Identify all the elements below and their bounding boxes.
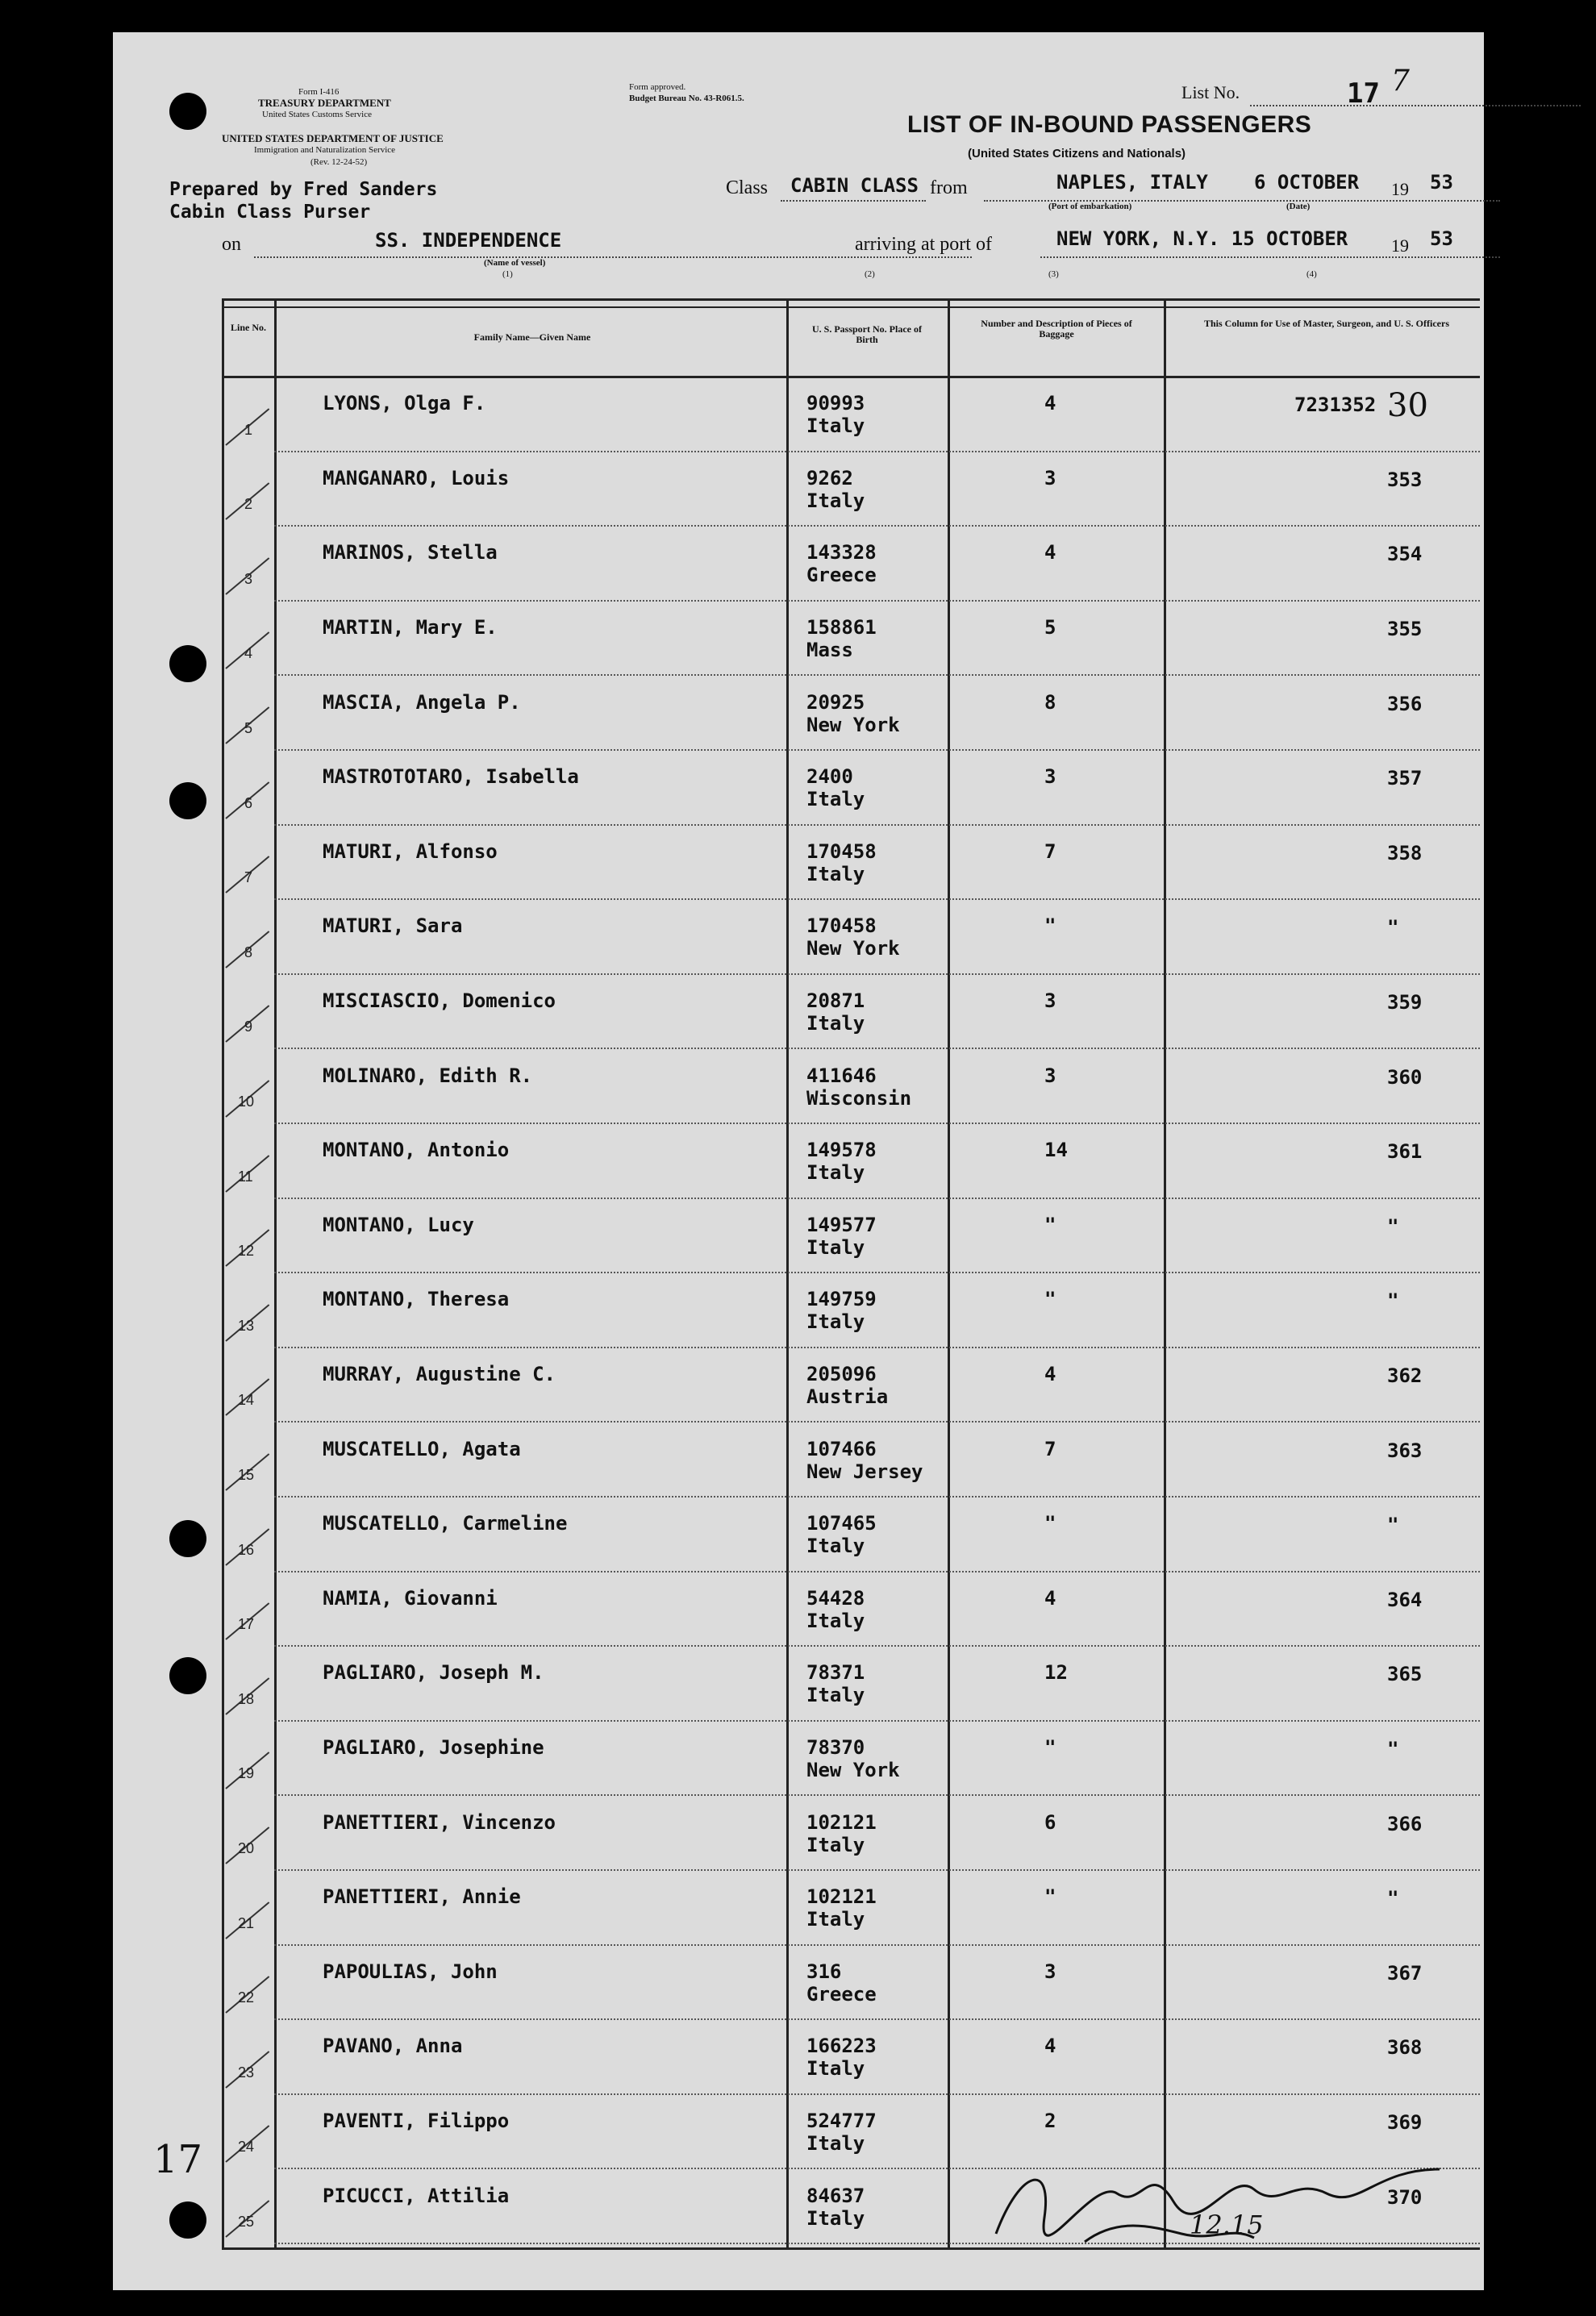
page-title: LIST OF IN-BOUND PASSENGERS [907,111,1312,138]
table-row [222,603,1480,678]
arrival-port-date: NEW YORK, N.Y. 15 OCTOBER [1056,227,1348,250]
passenger-name: MASTROTOTARO, Isabella [323,765,579,789]
row-number: 10 [238,1093,255,1110]
embarkation-port: NAPLES, ITALY [1056,171,1208,194]
officer-number: 360 [1387,1065,1423,1089]
margin-note: 17 [153,2137,203,2182]
officer-number: 364 [1387,1588,1423,1611]
birth-place: Austria [806,1385,889,1409]
baggage-count: " [1044,1736,1056,1760]
baggage-count: 4 [1044,1363,1056,1386]
row-number: 2 [244,496,253,513]
birth-place: Mass [806,639,853,662]
baggage-count: 8 [1044,690,1056,714]
table-row [222,1499,1480,1574]
birth-place: Italy [806,1235,865,1259]
header-bottom-border [222,376,1480,378]
row-divider [274,1869,1480,1871]
passenger-name: PANETTIERI, Vincenzo [323,1810,556,1834]
table-row [222,1424,1480,1499]
table-top-border [222,298,1480,301]
class-line [781,200,926,202]
row-number: 17 [238,1616,255,1633]
col-num-2: (2) [865,269,875,279]
passport-number: 20871 [806,989,865,1013]
passenger-name: MATURI, Alfonso [323,839,498,863]
officer-number: 356 [1387,692,1423,715]
officer-number: 354 [1387,543,1423,566]
table-row [222,902,1480,977]
row-number: 16 [238,1541,255,1558]
row-divider [274,525,1480,527]
birth-place: Italy [806,2206,865,2230]
col-num-1: (1) [502,269,513,279]
form-revision: (Rev. 12-24-52) [310,157,368,167]
passport-number: 143328 [806,541,877,564]
row-number: 8 [244,943,253,960]
officer-number: " [1387,916,1399,939]
list-no-value: 17 [1347,77,1380,110]
passenger-name: MARINOS, Stella [323,541,498,564]
passenger-name: MASCIA, Angela P. [323,690,521,714]
passenger-name: PAVANO, Anna [323,2035,463,2058]
passenger-name: PAGLIARO, Joseph M. [323,1661,544,1685]
vessel-line [254,256,972,258]
officer-number: 365 [1387,1663,1423,1686]
baggage-count: 4 [1044,541,1056,564]
birth-place: Greece [806,1982,877,2006]
passport-number: 524777 [806,2110,877,2133]
embarkation-date: 6 OCTOBER [1254,171,1360,194]
baggage-count: 3 [1044,466,1056,489]
passenger-name: MURRAY, Augustine C. [323,1363,556,1386]
row-number: 24 [238,2139,255,2156]
birth-place: Italy [806,1684,865,1707]
birth-place: Italy [806,1908,865,1931]
officer-number: 353 [1387,468,1423,491]
birth-place: Italy [806,1310,865,1334]
row-divider [274,1645,1480,1647]
arriving-label: arriving at port of [855,234,992,255]
row-number: 14 [238,1392,255,1409]
passenger-name: LYONS, Olga F. [323,392,486,415]
table-row [222,1947,1480,2022]
baggage-count: 12 [1044,1661,1068,1685]
baggage-count: 3 [1044,1960,1056,1983]
customs-service: United States Customs Service [262,110,372,119]
row-divider [274,1794,1480,1796]
punch-hole [169,2201,206,2239]
treasury-dept: TREASURY DEPARTMENT [258,97,391,109]
page-subtitle: (United States Citizens and Nationals) [968,147,1186,160]
row-divider [274,1198,1480,1199]
row-divider [274,1496,1480,1497]
baggage-count: 3 [1044,989,1056,1013]
row-number: 19 [238,1765,255,1782]
passport-number: 166223 [806,2035,877,2058]
birth-place: Italy [806,1012,865,1035]
passport-number: 316 [806,1960,842,1983]
birth-place: Italy [806,1161,865,1185]
birth-place: Italy [806,489,865,512]
row-divider [274,1347,1480,1348]
punch-hole [169,1520,206,1557]
document-page [113,32,1484,2290]
officer-number: 367 [1387,1961,1423,1985]
baggage-count: 4 [1044,1586,1056,1610]
birth-place: Italy [806,2132,865,2156]
officer-number: 370 [1387,2185,1423,2209]
baggage-count: " [1044,1512,1056,1535]
officer-number: 357 [1387,767,1423,790]
row-divider [274,1944,1480,1946]
birth-place: Italy [806,788,865,811]
row-number: 13 [238,1317,255,1334]
baggage-count: 2 [1044,2110,1056,2133]
list-no-label: List No. [1181,82,1240,102]
passport-number: 54428 [806,1586,865,1610]
passport-number: 9262 [806,466,853,489]
birth-place: New York [806,713,900,736]
row-divider [274,824,1480,826]
table-row [222,827,1480,902]
passport-number: 149759 [806,1288,877,1311]
birth-place: Italy [806,862,865,885]
row-divider [274,1720,1480,1722]
table-row [222,1275,1480,1350]
passenger-name: PAGLIARO, Josephine [323,1736,544,1760]
passenger-name: MONTANO, Lucy [323,1213,474,1236]
row-divider [274,2018,1480,2020]
baggage-count: 7 [1044,839,1056,863]
passport-number: 102121 [806,1885,877,1909]
table-row [222,1051,1480,1126]
passenger-name: NAMIA, Giovanni [323,1586,498,1610]
list-no-handwritten: 7 [1391,65,1410,98]
row-number: 5 [244,719,253,736]
officer-number: 355 [1387,618,1423,641]
form-number: Form I-416 [298,87,340,97]
row-divider [274,1123,1480,1124]
list-no-line [1250,105,1581,106]
passenger-name: MATURI, Sara [323,914,463,938]
passport-number: 20925 [806,690,865,714]
row-number: 3 [244,570,253,587]
officer-number: " [1387,1738,1399,1761]
passenger-name: PAVENTI, Filippo [323,2110,510,2133]
baggage-count: " [1044,1288,1056,1311]
baggage-count: 14 [1044,1139,1068,1162]
class-label: Class [726,177,769,198]
passenger-name: MUSCATELLO, Agata [323,1437,521,1460]
passenger-name: MANGANARO, Louis [323,466,510,489]
baggage-count: 7 [1044,1437,1056,1460]
ins-title: Immigration and Naturalization Service [254,145,396,155]
row-number: 18 [238,1690,255,1707]
row-number: 9 [244,1018,253,1035]
row-divider [274,2093,1480,2095]
birth-place: New Jersey [806,1460,923,1483]
row-number: 7 [244,869,253,886]
on-label: on [222,234,241,255]
col-header-officers: This Column for Use of Master, Surgeon, and U. S. Officers [1203,318,1449,329]
birth-place: Wisconsin [806,1086,912,1110]
punch-hole [169,782,206,819]
doj-title: UNITED STATES DEPARTMENT OF JUSTICE [222,132,444,144]
passport-number: 158861 [806,616,877,639]
prepared-by: Prepared by Fred Sanders [169,179,438,200]
officer-number: 362 [1387,1364,1423,1388]
row-divider [274,674,1480,676]
prepared-title: Cabin Class Purser [169,202,371,223]
passenger-name: PAPOULIAS, John [323,1960,498,1983]
year1-prefix: 19 [1391,179,1409,199]
date-note: (Date) [1286,202,1311,211]
row-number: 4 [244,645,253,662]
officer-number: 359 [1387,991,1423,1014]
passport-number: 84637 [806,2184,865,2207]
officer-number: " [1387,1289,1399,1313]
baggage-count: " [1044,1213,1056,1236]
passenger-name: MARTIN, Mary E. [323,616,498,639]
col-num-4: (4) [1306,269,1317,279]
vessel-note: (Name of vessel) [484,258,546,268]
table-row [222,1797,1480,1872]
passport-number: 78371 [806,1661,865,1685]
passport-number: 107466 [806,1437,877,1460]
row-divider [274,1048,1480,1049]
birth-place: New York [806,937,900,960]
baggage-count: " [1044,914,1056,938]
table-row [222,977,1480,1052]
passenger-name: MISCIASCIO, Domenico [323,989,556,1013]
row-number: 25 [238,2213,255,2230]
row-divider [274,1421,1480,1423]
row1-handwritten-note: 30 [1387,387,1428,424]
signature-date: 12.15 [1190,2210,1264,2240]
year2-value: 53 [1430,227,1453,250]
baggage-count: 3 [1044,765,1056,789]
birth-place: Italy [806,2057,865,2081]
table-top-border-inner [222,306,1480,308]
col-header-name: Family Name—Given Name [473,331,591,343]
class-value: CABIN CLASS [790,174,919,197]
row-number: 15 [238,1466,255,1483]
table-row [222,752,1480,827]
passport-number: 102121 [806,1810,877,1834]
passenger-name: MOLINARO, Edith R. [323,1064,533,1087]
officer-number: 7231352 [1294,394,1377,417]
passport-number: 78370 [806,1736,865,1760]
baggage-count: 4 [1044,2035,1056,2058]
table-row [222,2022,1480,2097]
year2-prefix: 19 [1391,235,1409,256]
passport-number: 205096 [806,1363,877,1386]
passport-number: 170458 [806,914,877,938]
budget-bureau: Budget Bureau No. 43-R061.5. [629,94,744,103]
officer-number: " [1387,1514,1399,1537]
row-divider [274,898,1480,900]
passport-number: 411646 [806,1064,877,1087]
birth-place: Italy [806,1609,865,1632]
table-row [222,1574,1480,1649]
arrival-line [1040,256,1500,258]
officer-number: 363 [1387,1439,1423,1462]
passport-number: 149577 [806,1213,877,1236]
baggage-count: " [1044,1885,1056,1909]
row-number: 23 [238,2064,255,2081]
table-row [222,1872,1480,1947]
row-number: 12 [238,1243,255,1260]
row-divider [274,1272,1480,1273]
row-divider [274,600,1480,602]
passport-number: 107465 [806,1512,877,1535]
baggage-count: 6 [1044,1810,1056,1834]
port-note: (Port of embarkation) [1048,202,1132,211]
passenger-name: MUSCATELLO, Carmeline [323,1512,568,1535]
row-divider [274,451,1480,452]
passenger-table [222,298,1480,2250]
passport-number: 170458 [806,839,877,863]
row-number: 6 [244,794,253,811]
passport-number: 2400 [806,765,853,789]
passport-number: 90993 [806,392,865,415]
row-number: 22 [238,1989,255,2006]
officer-number: 358 [1387,841,1423,864]
table-row [222,1648,1480,1723]
row-divider [274,1571,1480,1572]
birth-place: Italy [806,1833,865,1856]
vessel-name: SS. INDEPENDENCE [375,229,562,252]
officer-number: 366 [1387,1812,1423,1835]
table-row [222,379,1480,454]
row-divider [274,973,1480,975]
passenger-name: PICUCCI, Attilia [323,2184,510,2207]
col-num-3: (3) [1048,269,1059,279]
form-approved: Form approved. [629,82,686,92]
birth-place: Italy [806,414,865,438]
baggage-count: 5 [1044,616,1056,639]
table-row [222,1350,1480,1425]
officer-number: " [1387,1214,1399,1238]
table-row [222,1126,1480,1201]
punch-hole [169,645,206,682]
table-row [222,454,1480,529]
col-header-baggage: Number and Description of Pieces of Baggage [981,318,1132,339]
birth-place: New York [806,1759,900,1782]
officer-number: 361 [1387,1140,1423,1164]
birth-place: Greece [806,564,877,587]
birth-place: Italy [806,1535,865,1558]
baggage-count: 3 [1044,1064,1056,1087]
punch-hole [169,93,206,130]
officer-number: 368 [1387,2036,1423,2060]
passport-number: 149578 [806,1139,877,1162]
passenger-name: MONTANO, Theresa [323,1288,510,1311]
row-divider [274,749,1480,751]
baggage-count: 4 [1044,392,1056,415]
col-header-line: Line No. [230,322,266,333]
table-row [222,677,1480,752]
row-number: 20 [238,1839,255,1856]
year1-value: 53 [1430,171,1453,194]
table-row [222,528,1480,603]
passenger-name: MONTANO, Antonio [323,1139,510,1162]
table-row [222,1723,1480,1798]
officer-number: " [1387,1887,1399,1910]
row-number: 21 [238,1914,255,1931]
row-number: 11 [238,1168,253,1185]
col-header-passport: U. S. Passport No. Place of Birth [812,323,922,345]
punch-hole [169,1657,206,1694]
table-row [222,1201,1480,1276]
row-number: 1 [244,421,253,438]
passenger-name: PANETTIERI, Annie [323,1885,521,1909]
officer-number: 369 [1387,2111,1423,2135]
from-label: from [930,177,968,198]
